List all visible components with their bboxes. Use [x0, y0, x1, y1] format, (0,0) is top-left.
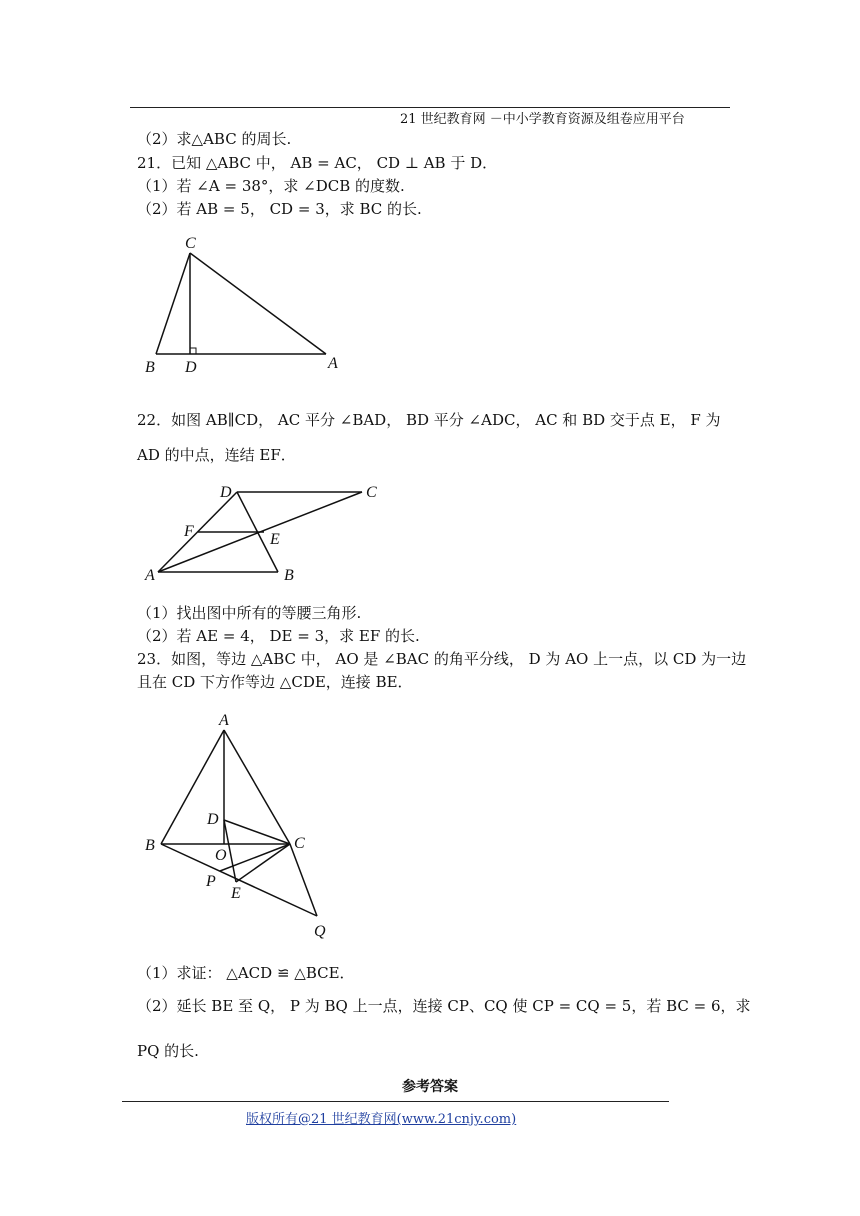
label-d: D [207, 811, 219, 828]
label-p: P [206, 873, 216, 890]
label-b: B [145, 359, 155, 376]
q23-stem-line1: 23．如图，等边 △ABC 中， AO 是 ∠BAC 的角平分线， D 为 AO 上一点，以 CD 为一边 [137, 650, 747, 668]
label-c: C [366, 484, 377, 501]
q23-part1: （1）求证： △ACD ≌ △BCE． [137, 964, 355, 982]
q21-figure [130, 230, 360, 380]
label-b: B [145, 837, 155, 854]
label-o: O [215, 847, 227, 864]
label-d: D [185, 359, 197, 376]
label-a: A [145, 567, 155, 584]
label-d: D [220, 484, 232, 501]
q22-figure [140, 478, 390, 586]
label-a: A [219, 712, 229, 729]
q22-part1: （1）找出图中所有的等腰三角形. [137, 604, 362, 622]
footer-rule [122, 1101, 669, 1102]
right-angle-mark [190, 348, 196, 354]
label-c: C [185, 235, 196, 252]
segment-ca [190, 253, 326, 354]
label-e: E [270, 531, 280, 548]
label-f: F [184, 523, 194, 540]
q23-stem-line2: 且在 CD 下方作等边 △CDE，连接 BE． [137, 673, 413, 691]
q23-figure [140, 708, 350, 944]
label-b: B [284, 567, 294, 584]
segment-ec [236, 844, 290, 882]
q23-part2-line2: PQ 的长. [137, 1042, 199, 1060]
label-a: A [328, 355, 338, 372]
label-q: Q [314, 923, 326, 940]
segment-ac [224, 730, 290, 844]
footer-copyright-link[interactable]: 版权所有@21 世纪教育网(www.21cnjy.com) [246, 1112, 517, 1127]
q20-part2: （2）求△ABC 的周长. [137, 130, 292, 148]
answers-title: 参考答案 [402, 1079, 458, 1095]
q21-part1: （1）若 ∠A = 38°，求 ∠DCB 的度数. [137, 177, 405, 195]
q22-stem-line2: AD 的中点，连结 EF． [137, 446, 296, 464]
q22-stem-line1: 22．如图 AB∥CD， AC 平分 ∠BAD， BD 平分 ∠ADC， AC 和 BD 交于点 E， F 为 [137, 411, 721, 429]
q21-stem: 21．已知 △ABC 中， AB = AC， CD ⊥ AB 于 D． [137, 154, 498, 172]
segment-dc [224, 820, 290, 844]
label-c: C [294, 835, 305, 852]
segment-cb [156, 253, 190, 354]
header-text: 21 世纪教育网 －中小学教育资源及组卷应用平台 [400, 112, 685, 127]
q21-part2: （2）若 AB = 5， CD = 3，求 BC 的长. [137, 200, 422, 218]
q23-part2-line1: （2）延长 BE 至 Q， P 为 BQ 上一点，连接 CP、CQ 使 CP = CQ = 5，若 BC = 6，求 [137, 997, 751, 1015]
q22-part2: （2）若 AE = 4， DE = 3，求 EF 的长. [137, 627, 420, 645]
label-e: E [231, 885, 241, 902]
